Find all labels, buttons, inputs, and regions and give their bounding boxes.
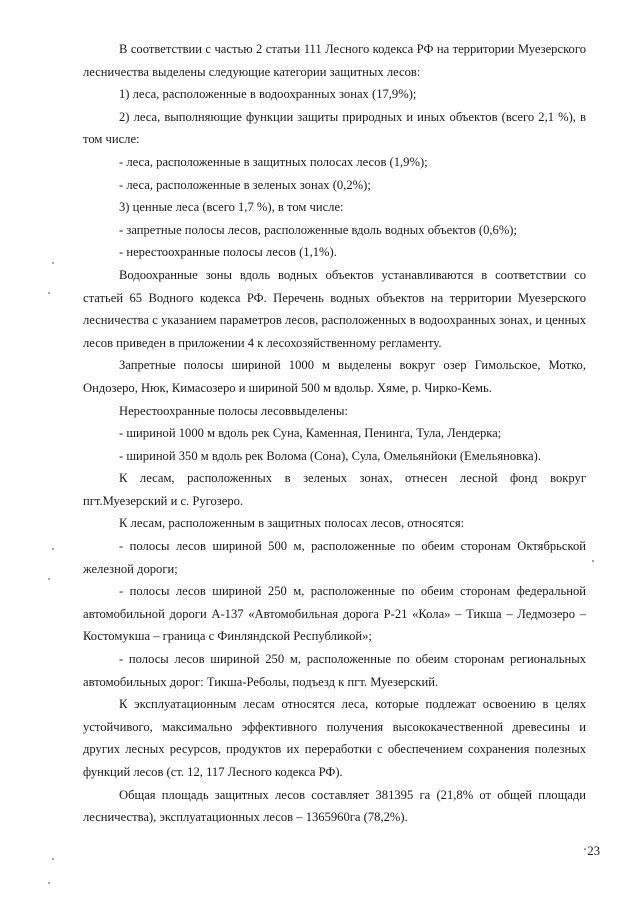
scan-speck — [48, 882, 50, 884]
paragraph-water-zones: Водоохранные зоны вдоль водных объектов устанавливаются в соответствии со статьей 65 Водного кодекса РФ. Перечень водных объектов на территории Муезерского лесничества с указанием параметров лесов, расположенных в водоохранных зонах, и ценных лесов приведен в приложении 4 к лесохозяйственному регламенту. — [83, 267, 586, 350]
list-item-forbidden-strips: - запретные полосы лесов, расположенные вдоль водных объектов (0,6%); — [119, 222, 517, 237]
list-item-water-zones: 1) леса, расположенные в водоохранных зонах (17,9%); — [119, 87, 417, 102]
list-item-federal-road-strips: - полосы лесов шириной 250 м, расположенные по обеим сторонам федеральной автомобильной дороги А-137 «Автомобильная дорога Р-21 «Кола» – Тикша – Ледмозеро – Костомукша – граница с Финляндской Республикой»; — [83, 584, 586, 644]
list-item-spawning-350: - шириной 350 м вдоль рек Волома (Сона), Сула, Омельянйоки (Емельяновка). — [119, 448, 541, 463]
list-item-railway-strips: - полосы лесов шириной 500 м, расположенные по обеим сторонам Октябрьской железной дороги; — [83, 539, 586, 576]
scan-speck — [48, 578, 50, 580]
paragraph-forbidden-strips: Запретные полосы шириной 1000 м выделены вокруг озер Гимольское, Мотко, Ондозеро, Нюк, Кимасозеро и шириной 500 м вдольр. Хяме, р. Чирко-Кемь. — [83, 358, 586, 395]
paragraph-protective-strips-heading: К лесам, расположенным в защитных полосах лесов, относятся: — [119, 516, 465, 531]
list-item-spawning-strips: - нерестоохранные полосы лесов (1,1%). — [119, 245, 337, 260]
paragraph-exploitation-forests: К эксплуатационным лесам относятся леса, которые подлежат освоению в целях устойчивого, максимально эффективного получения высококачественной древесины и других лесных ресурсов, продуктов их переработки с обеспечением сохранения полезных функций лесов (ст. 12, 117 Лесного кодекса РФ). — [83, 697, 586, 779]
scan-speck — [52, 858, 54, 860]
list-item-regional-road-strips: - полосы лесов шириной 250 м, расположенные по обеим сторонам региональных автомобильных дорог: Тикша-Реболы, подъезд к пгт. Муезерский. — [83, 652, 586, 689]
document-body — [83, 38, 586, 829]
list-item-protection-functions: 2) леса, выполняющие функции защиты природных и иных объектов (всего 2,1 %), в том числе: — [83, 109, 586, 147]
paragraph-total-area: Общая площадь защитных лесов составляет 381395 га (21,8% от общей площади лесничества), эксплуатационных лесов – 1365960га (78,2%). — [83, 787, 586, 825]
scan-speck — [48, 292, 50, 294]
scan-speck — [592, 560, 594, 562]
paragraph-green-zones: К лесам, расположенных в зеленых зонах, отнесен лесной фонд вокруг пгт.Муезерский и с. Ругозеро. — [83, 471, 586, 508]
scan-speck — [52, 262, 54, 264]
list-item-protective-strips: - леса, расположенные в защитных полосах лесов (1,9%); — [119, 154, 428, 169]
list-item-valuable-forests: 3) ценные леса (всего 1,7 %), в том числе: — [119, 200, 344, 215]
list-item-green-zones: - леса, расположенные в зеленых зонах (0,2%); — [119, 177, 371, 192]
list-item-spawning-1000: - шириной 1000 м вдоль рек Суна, Каменная, Пенинга, Тула, Лендерка; — [119, 426, 502, 441]
page-number: 23 — [587, 844, 600, 858]
paragraph-spawning-strips-heading: Нерестоохранные полосы лесоввыделены: — [119, 403, 348, 418]
scan-speck — [584, 848, 586, 850]
scan-speck — [52, 548, 54, 550]
paragraph-intro: В соответствии с частью 2 статьи 111 Лесного кодекса РФ на территории Муезерского лесничества выделены следующие категории защитных лесов: — [83, 42, 586, 79]
